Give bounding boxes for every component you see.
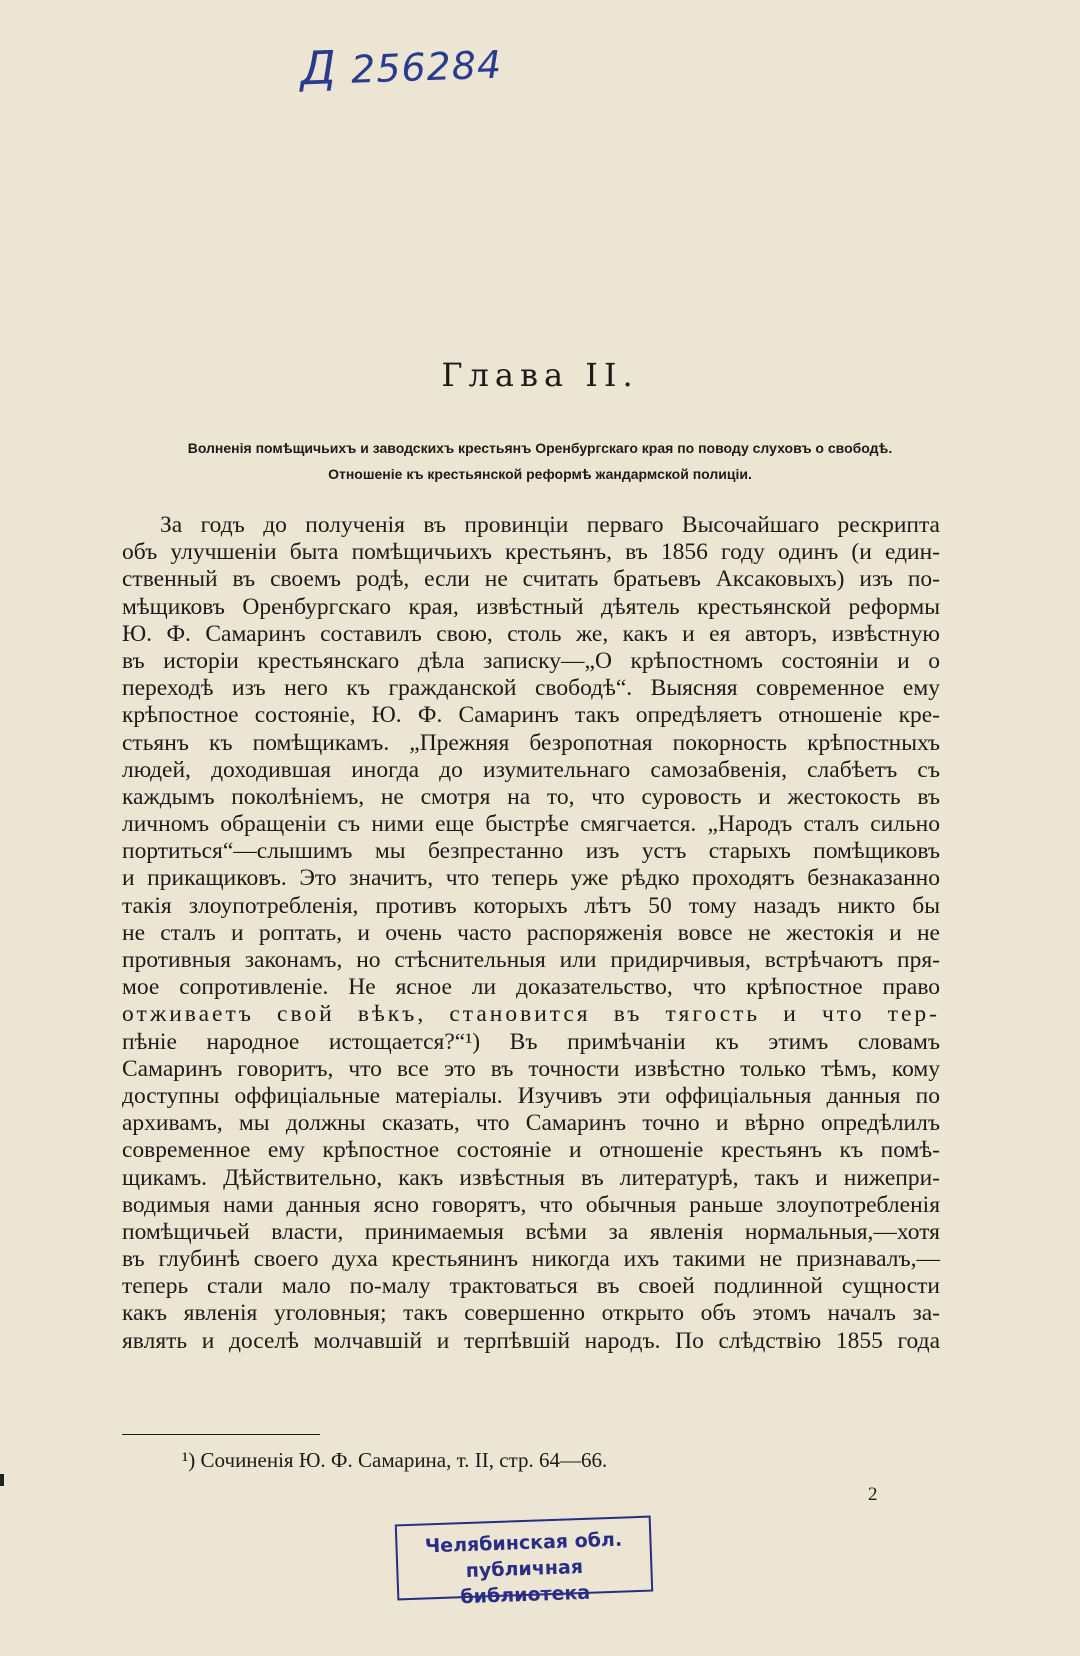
stamp-line-1: Челябинская обл.: [424, 1528, 623, 1558]
body-line: въ глубинѣ своего духа крестьянинъ никогда ихъ такими не признавалъ,—: [122, 1246, 940, 1273]
body-line: мое сопротивленіе. Не ясное ли доказательство, что крѣпостное право: [122, 974, 940, 1001]
body-line: отживаетъ свой вѣкъ, становится въ тягость и что тер-: [122, 1001, 940, 1028]
footnote-rule: [122, 1434, 320, 1435]
body-line: Самаринъ говоритъ, что все это въ точности извѣстно только тѣмъ, кому: [122, 1055, 940, 1082]
library-stamp: [395, 1516, 653, 1609]
body-line: личномъ обращеніи съ ними еще быстрѣе смягчается. „Народъ сталъ сильно: [122, 811, 940, 838]
body-line: щикамъ. Дѣйствительно, какъ извѣстныя въ литературѣ, такъ и нижепри-: [122, 1164, 940, 1191]
body-line: стьянъ къ помѣщикамъ. „Прежняя безропотная покорность крѣпостныхъ: [122, 729, 940, 756]
body-line: крѣпостное состояніе, Ю. Ф. Самаринъ такъ опредѣляетъ отношеніе кре-: [122, 702, 940, 729]
body-line: ственный въ своемъ родѣ, если не считать братьевъ Аксаковыхъ) изъ по-: [122, 566, 940, 593]
body-line: архивамъ, мы должны сказать, что Самаринъ точно и вѣрно опредѣлилъ: [122, 1110, 940, 1137]
body-line: не сталъ и роптать, и очень часто распоряженія вовсе не жестокія и не: [122, 919, 940, 946]
body-line: объ улучшеніи быта помѣщичьихъ крестьянъ, въ 1856 году одинъ (и един-: [122, 539, 940, 566]
chapter-subtitle-line-2: Отношеніе къ крестьянской реформѣ жандармской полиціи.: [328, 466, 752, 482]
chapter-title: Глава II.: [441, 356, 639, 394]
body-text: [122, 512, 940, 1355]
body-line: помѣщичьей власти, принимаемыя всѣми за явленія нормальныя,—хотя: [122, 1218, 940, 1245]
body-line: каждымъ поколѣніемъ, не смотря на то, что суровость и жестокость въ: [122, 783, 940, 810]
body-line: водимыя нами данныя ясно говорятъ, что обычныя раньше злоупотребленія: [122, 1191, 940, 1218]
inventory-mark: [299, 34, 503, 95]
body-line: портиться“—слышимъ мы безпрестанно изъ устъ старыхъ помѣщиковъ: [122, 838, 940, 865]
body-line: такія злоупотребленія, противъ которыхъ лѣтъ 50 тому назадъ никто бы: [122, 892, 940, 919]
footnote: ¹) Сочиненія Ю. Ф. Самарина, т. II, стр. 64—66.: [182, 1448, 608, 1472]
body-line: доступны оффиціальные матеріалы. Изучивъ эти оффиціальныя данныя по: [122, 1082, 940, 1109]
chapter-subtitle-line-1: Волненія помѣщичьихъ и заводскихъ крестьянъ Оренбургскаго края по поводу слуховъ о свободѣ.: [187, 440, 893, 456]
body-line: переходѣ изъ него къ гражданской свободѣ“. Выясняя современное ему: [122, 675, 940, 702]
body-line: противныя законамъ, но стѣснительныя или придирчивыя, встрѣчаютъ пря-: [122, 947, 940, 973]
stamp-line-2: публичная библиотека: [460, 1555, 591, 1609]
body-line: пѣніе народное истощается?“¹) Въ примѣчаніи къ этимъ словамъ: [122, 1028, 940, 1055]
body-line: и прикащиковъ. Это значитъ, что теперь уже рѣдко проходятъ безнаказанно: [122, 865, 940, 892]
body-line: въ исторіи крестьянскаго дѣла записку—„О крѣпостномъ состояніи и о: [122, 647, 940, 674]
body-line: современное ему крѣпостное состояніе и отношеніе крестьянъ къ помѣ-: [122, 1137, 940, 1164]
inventory-number: 256284: [350, 42, 503, 92]
inventory-letter: Д: [299, 40, 338, 96]
body-line: теперь стали мало по-малу трактоваться въ своей подлинной сущности: [122, 1273, 940, 1300]
page-number: 2: [868, 1484, 878, 1505]
body-line: Ю. Ф. Самаринъ составилъ свою, столь же, какъ и ея авторъ, извѣстную: [122, 620, 940, 647]
body-line: какъ явленія уголовныя; такъ совершенно открыто объ этомъ началъ за-: [122, 1300, 940, 1327]
body-line: являть и доселѣ молчавшій и терпѣвшій народъ. По слѣдствію 1855 года: [122, 1327, 940, 1354]
body-line: людей, доходившая иногда до изумительнаго самозабвенія, слабѣетъ съ: [122, 756, 940, 783]
ink-blot: [0, 1474, 4, 1486]
body-line: мѣщиковъ Оренбургскаго края, извѣстный дѣятель крестьянской реформы: [122, 593, 940, 620]
body-line: За годъ до полученія въ провинціи перваго Высочайшаго рескрипта: [160, 512, 940, 538]
